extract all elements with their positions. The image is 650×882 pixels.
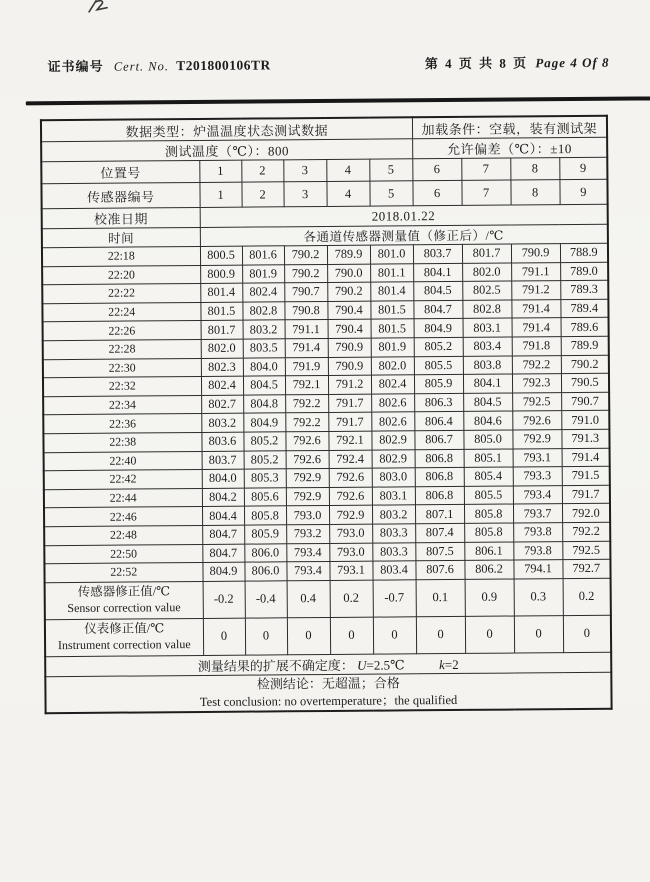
value-cell: 789.9 xyxy=(327,245,370,264)
cert-label-en: Cert. No. xyxy=(113,59,170,74)
pen-mark xyxy=(83,0,117,14)
value-cell: 805.8 xyxy=(244,506,286,525)
value-cell: 804.8 xyxy=(243,395,285,414)
value-cell: 801.6 xyxy=(242,246,284,265)
sensor-number-cell: 3 xyxy=(283,181,326,206)
value-cell: 792.2 xyxy=(562,522,610,541)
conclusion-en: Test conclusion: no overtemperature；the qualified xyxy=(199,692,458,709)
time-cell: 22:40 xyxy=(44,451,202,471)
value-cell: 790.0 xyxy=(327,264,370,283)
uncertainty-u-symbol: U xyxy=(357,657,367,673)
value-cell: 802.4 xyxy=(242,283,284,302)
value-cell: 807.4 xyxy=(415,523,464,542)
channel-header-cell: 各通道传感器测量值（修正后）/℃ xyxy=(200,224,608,246)
value-cell: 804.0 xyxy=(243,357,285,376)
page-info-cn: 第 4 页 共 8 页 xyxy=(424,55,529,72)
value-cell: 801.0 xyxy=(370,245,413,264)
calibration-date-label-cell: 校准日期 xyxy=(42,207,200,228)
value-cell: 790.8 xyxy=(284,301,327,320)
value-cell: 805.9 xyxy=(244,525,286,544)
value-cell: 793.0 xyxy=(329,524,372,543)
value-cell: 793.1 xyxy=(513,448,562,467)
time-cell: 22:26 xyxy=(43,321,201,341)
value-cell: 806.7 xyxy=(414,430,463,449)
measurement-rows xyxy=(42,243,611,582)
value-cell: 800.9 xyxy=(200,265,242,284)
value-cell: 804.0 xyxy=(202,469,244,488)
value-cell: 792.9 xyxy=(286,469,329,488)
value-cell: 792.2 xyxy=(285,413,328,432)
data-type-cell: 数据类型：炉温温度状态测试数据 xyxy=(41,117,412,141)
value-cell: 793.3 xyxy=(513,467,562,486)
value-cell: 791.1 xyxy=(511,262,560,281)
time-cell: 22:32 xyxy=(43,377,201,397)
value-cell: 793.1 xyxy=(329,561,372,580)
value-cell: 804.1 xyxy=(463,374,512,393)
value-cell: 792.6 xyxy=(512,411,561,430)
value-cell: 804.9 xyxy=(243,413,285,432)
value-cell: 805.8 xyxy=(464,523,513,542)
value-cell: 804.1 xyxy=(413,263,462,282)
value-cell: 804.5 xyxy=(243,376,285,395)
cert-label-cn: 证书编号 xyxy=(47,58,104,75)
value-cell: 790.4 xyxy=(327,301,370,320)
value-cell: 801.9 xyxy=(371,338,414,357)
value-cell: 791.7 xyxy=(328,412,371,431)
value-cell: 805.6 xyxy=(244,488,286,507)
value-cell: 790.2 xyxy=(284,264,327,283)
value-cell: 805.5 xyxy=(464,486,513,505)
value-cell: 792.5 xyxy=(512,392,561,411)
instrument-correction-cell: 0 xyxy=(514,615,563,652)
time-cell: 22:34 xyxy=(43,395,201,415)
value-cell: 789.6 xyxy=(561,318,609,337)
conclusion-row xyxy=(45,672,611,713)
sensor-number-cell: 6 xyxy=(412,180,461,205)
value-cell: 804.9 xyxy=(202,562,244,581)
sensor-correction-cell: -0.2 xyxy=(203,581,245,618)
instrument-correction-cell: 0 xyxy=(330,617,373,654)
value-cell: 806.4 xyxy=(414,412,463,431)
value-cell: 802.4 xyxy=(201,376,243,395)
value-cell: 790.9 xyxy=(328,357,371,376)
value-cell: 806.8 xyxy=(415,468,464,487)
value-cell: 802.3 xyxy=(201,358,243,377)
value-cell: 802.5 xyxy=(462,281,511,300)
conclusion-cn: 检测结论：无超温；合格 xyxy=(256,675,400,692)
allowed-deviation-cell: 允许偏差（℃）：±10 xyxy=(412,137,607,159)
header-rule xyxy=(26,96,650,104)
sensor-correction-label-cell xyxy=(45,581,203,619)
value-cell: 805.3 xyxy=(244,469,286,488)
value-cell: 807.6 xyxy=(415,561,464,580)
value-cell: 802.4 xyxy=(371,375,414,394)
value-cell: 805.1 xyxy=(464,449,513,468)
value-cell: 792.6 xyxy=(285,431,328,450)
value-cell: 790.4 xyxy=(328,320,371,339)
value-cell: 789.3 xyxy=(560,280,608,299)
value-cell: 791.3 xyxy=(561,429,609,448)
value-cell: 803.1 xyxy=(463,318,512,337)
conclusion-cell xyxy=(45,672,611,713)
position-cell: 1 xyxy=(199,160,241,182)
table-header-rows xyxy=(41,116,608,248)
uncertainty-k-symbol: k xyxy=(439,656,445,672)
value-cell: 791.4 xyxy=(562,448,610,467)
position-cell: 2 xyxy=(241,160,283,182)
time-cell: 22:46 xyxy=(44,507,202,527)
value-cell: 791.9 xyxy=(285,357,328,376)
calibration-date-cell: 2018.01.22 xyxy=(200,204,608,227)
time-cell: 22:52 xyxy=(44,563,202,583)
position-cell: 4 xyxy=(326,159,369,181)
value-cell: 791.4 xyxy=(285,338,328,357)
value-cell: 792.4 xyxy=(329,450,372,469)
value-cell: 801.1 xyxy=(370,263,413,282)
value-cell: 791.2 xyxy=(511,281,560,300)
sensor-label-cell: 传感器编号 xyxy=(41,182,199,208)
value-cell: 801.5 xyxy=(370,301,413,320)
value-cell: 792.1 xyxy=(285,376,328,395)
value-cell: 803.3 xyxy=(372,542,415,561)
sensor-correction-label-cn: 传感器修正值/℃ xyxy=(77,584,171,600)
value-cell: 789.0 xyxy=(560,262,608,281)
value-cell: 802.8 xyxy=(462,300,511,319)
value-cell: 803.7 xyxy=(413,244,462,263)
instrument-correction-cell: 0 xyxy=(563,615,611,652)
value-cell: 792.2 xyxy=(512,355,561,374)
table-footer-rows xyxy=(45,578,612,713)
value-cell: 802.8 xyxy=(242,302,284,321)
value-cell: 789.9 xyxy=(561,336,609,355)
time-cell: 22:38 xyxy=(43,432,201,452)
certificate-number-line xyxy=(47,54,270,75)
value-cell: 793.0 xyxy=(329,543,372,562)
time-cell: 22:48 xyxy=(44,525,202,545)
value-cell: 802.6 xyxy=(371,394,414,413)
value-cell: 804.7 xyxy=(413,300,462,319)
sensor-correction-cell: 0.1 xyxy=(416,579,465,616)
sensor-correction-label-en: Sensor correction value xyxy=(67,600,181,616)
value-cell: 793.4 xyxy=(286,543,329,562)
value-cell: 806.3 xyxy=(414,393,463,412)
value-cell: 788.9 xyxy=(560,243,608,262)
instrument-correction-label-cell xyxy=(45,618,203,656)
instrument-correction-cell: 0 xyxy=(416,616,465,653)
time-cell: 22:44 xyxy=(44,488,202,508)
value-cell: 790.7 xyxy=(284,283,327,302)
value-cell: 803.3 xyxy=(372,524,415,543)
value-cell: 793.0 xyxy=(286,506,329,525)
value-cell: 792.0 xyxy=(562,504,610,523)
value-cell: 792.2 xyxy=(285,394,328,413)
page-header xyxy=(47,52,609,75)
instrument-correction-cell: 0 xyxy=(203,618,245,655)
value-cell: 803.2 xyxy=(201,413,243,432)
value-cell: 806.0 xyxy=(244,562,286,581)
instrument-correction-cell: 0 xyxy=(245,617,287,654)
value-cell: 804.2 xyxy=(202,488,244,507)
position-label-cell: 位置号 xyxy=(41,160,199,183)
value-cell: 791.0 xyxy=(561,411,609,430)
time-cell: 22:36 xyxy=(43,414,201,434)
value-cell: 804.9 xyxy=(414,319,463,338)
value-cell: 802.0 xyxy=(462,263,511,282)
value-cell: 792.1 xyxy=(328,431,371,450)
page-number-line xyxy=(425,52,610,72)
value-cell: 805.4 xyxy=(464,467,513,486)
sensor-correction-cell: 0.3 xyxy=(514,578,563,615)
value-cell: 792.9 xyxy=(286,487,329,506)
value-cell: 792.9 xyxy=(329,505,372,524)
value-cell: 791.2 xyxy=(328,375,371,394)
position-cell: 3 xyxy=(283,159,326,181)
value-cell: 807.5 xyxy=(415,542,464,561)
time-cell: 22:24 xyxy=(42,302,200,322)
load-condition-cell: 加载条件：空载，装有测试架 xyxy=(412,116,607,139)
sensor-correction-cell: -0.7 xyxy=(373,579,416,616)
sensor-number-cell: 4 xyxy=(326,181,369,206)
value-cell: 807.1 xyxy=(415,505,464,524)
value-cell: 791.4 xyxy=(511,299,560,318)
sensor-correction-cell: -0.4 xyxy=(245,580,287,617)
instrument-correction-cell: 0 xyxy=(465,616,514,653)
value-cell: 790.2 xyxy=(284,245,327,264)
test-temperature-cell: 测试温度（℃）：800 xyxy=(41,139,412,162)
value-cell: 793.2 xyxy=(286,524,329,543)
value-cell: 805.9 xyxy=(414,375,463,394)
value-cell: 805.5 xyxy=(414,356,463,375)
value-cell: 790.7 xyxy=(561,392,609,411)
value-cell: 801.7 xyxy=(462,244,511,263)
value-cell: 805.2 xyxy=(414,337,463,356)
value-cell: 804.6 xyxy=(463,411,512,430)
value-cell: 801.7 xyxy=(201,321,243,340)
value-cell: 792.5 xyxy=(562,541,610,560)
time-cell: 22:20 xyxy=(42,265,200,285)
value-cell: 792.9 xyxy=(512,430,561,449)
uncertainty-u-value: =2.5℃ xyxy=(366,657,405,673)
value-cell: 790.5 xyxy=(561,373,609,392)
value-cell: 804.5 xyxy=(413,282,462,301)
instrument-correction-label-cn: 仪表修正值/℃ xyxy=(84,621,165,637)
value-cell: 802.7 xyxy=(201,395,243,414)
value-cell: 805.0 xyxy=(463,430,512,449)
uncertainty-prefix: 测量结果的扩展不确定度： xyxy=(197,657,354,674)
value-cell: 806.2 xyxy=(464,560,513,579)
value-cell: 801.5 xyxy=(200,302,242,321)
sensor-number-cell: 1 xyxy=(199,182,241,207)
time-cell: 22:28 xyxy=(43,339,201,359)
value-cell: 791.7 xyxy=(562,485,610,504)
value-cell: 802.9 xyxy=(372,449,415,468)
value-cell: 802.0 xyxy=(371,356,414,375)
position-cell: 8 xyxy=(510,158,559,180)
value-cell: 791.8 xyxy=(512,337,561,356)
value-cell: 803.6 xyxy=(201,432,243,451)
value-cell: 803.4 xyxy=(372,561,415,580)
value-cell: 800.5 xyxy=(200,246,242,265)
instrument-correction-cell: 0 xyxy=(373,616,416,653)
sensor-correction-cell: 0.2 xyxy=(563,578,611,615)
position-cell: 6 xyxy=(412,158,461,180)
value-cell: 801.9 xyxy=(242,264,284,283)
value-cell: 806.8 xyxy=(415,449,464,468)
value-cell: 791.1 xyxy=(285,320,328,339)
value-cell: 805.2 xyxy=(243,432,285,451)
value-cell: 806.1 xyxy=(464,542,513,561)
value-cell: 793.4 xyxy=(513,485,562,504)
value-cell: 804.5 xyxy=(463,393,512,412)
instrument-correction-row xyxy=(45,615,611,656)
value-cell: 790.2 xyxy=(327,282,370,301)
value-cell: 803.5 xyxy=(243,339,285,358)
measurement-table xyxy=(40,115,613,714)
cert-number: T201800106TR xyxy=(176,57,271,74)
value-cell: 802.9 xyxy=(371,431,414,450)
sensor-correction-cell: 0.2 xyxy=(330,580,373,617)
value-cell: 790.2 xyxy=(561,355,609,374)
time-cell: 22:30 xyxy=(43,358,201,378)
position-cell: 9 xyxy=(559,157,607,179)
sensor-correction-row xyxy=(45,578,611,619)
value-cell: 792.6 xyxy=(329,487,372,506)
value-cell: 805.8 xyxy=(464,504,513,523)
value-cell: 804.7 xyxy=(202,525,244,544)
sensor-number-cell: 5 xyxy=(369,181,412,206)
time-cell: 22:18 xyxy=(42,246,200,266)
sensor-correction-cell: 0.4 xyxy=(287,580,330,617)
value-cell: 791.4 xyxy=(512,318,561,337)
sensor-number-cell: 9 xyxy=(559,179,607,204)
value-cell: 806.0 xyxy=(244,543,286,562)
value-cell: 792.6 xyxy=(286,450,329,469)
position-cell: 7 xyxy=(461,158,510,180)
value-cell: 794.1 xyxy=(513,560,562,579)
value-cell: 803.4 xyxy=(463,337,512,356)
value-cell: 802.6 xyxy=(371,412,414,431)
value-cell: 803.8 xyxy=(463,356,512,375)
value-cell: 790.9 xyxy=(328,338,371,357)
value-cell: 790.9 xyxy=(511,244,560,263)
value-cell: 793.8 xyxy=(513,541,562,560)
value-cell: 801.5 xyxy=(371,319,414,338)
time-cell: 22:50 xyxy=(44,544,202,564)
time-label-cell: 时间 xyxy=(42,227,200,247)
position-cell: 5 xyxy=(369,159,412,181)
value-cell: 805.2 xyxy=(244,450,286,469)
value-cell: 802.0 xyxy=(201,339,243,358)
value-cell: 806.8 xyxy=(415,486,464,505)
value-cell: 804.4 xyxy=(202,506,244,525)
page-info-en: Page 4 Of 8 xyxy=(535,54,610,71)
value-cell: 803.0 xyxy=(372,468,415,487)
sensor-number-cell: 8 xyxy=(510,180,559,205)
value-cell: 793.8 xyxy=(513,523,562,542)
time-cell: 22:42 xyxy=(44,470,202,490)
value-cell: 801.4 xyxy=(370,282,413,301)
instrument-correction-cell: 0 xyxy=(287,617,330,654)
uncertainty-k-value: =2 xyxy=(444,656,459,672)
value-cell: 803.2 xyxy=(243,320,285,339)
value-cell: 789.4 xyxy=(560,299,608,318)
value-cell: 804.7 xyxy=(202,544,244,563)
value-cell: 803.2 xyxy=(372,505,415,524)
value-cell: 791.5 xyxy=(562,466,610,485)
value-cell: 803.7 xyxy=(202,451,244,470)
sensor-number-cell: 2 xyxy=(241,182,283,207)
sensor-correction-cell: 0.9 xyxy=(465,579,514,616)
instrument-correction-label-en: Instrument correction value xyxy=(57,637,191,653)
value-cell: 792.6 xyxy=(329,468,372,487)
value-cell: 792.7 xyxy=(562,559,610,578)
value-cell: 793.4 xyxy=(286,562,329,581)
value-cell: 803.1 xyxy=(372,487,415,506)
value-cell: 801.4 xyxy=(200,283,242,302)
sensor-number-cell: 7 xyxy=(461,180,510,205)
value-cell: 791.7 xyxy=(328,394,371,413)
time-cell: 22:22 xyxy=(42,284,200,304)
value-cell: 792.3 xyxy=(512,374,561,393)
value-cell: 793.7 xyxy=(513,504,562,523)
